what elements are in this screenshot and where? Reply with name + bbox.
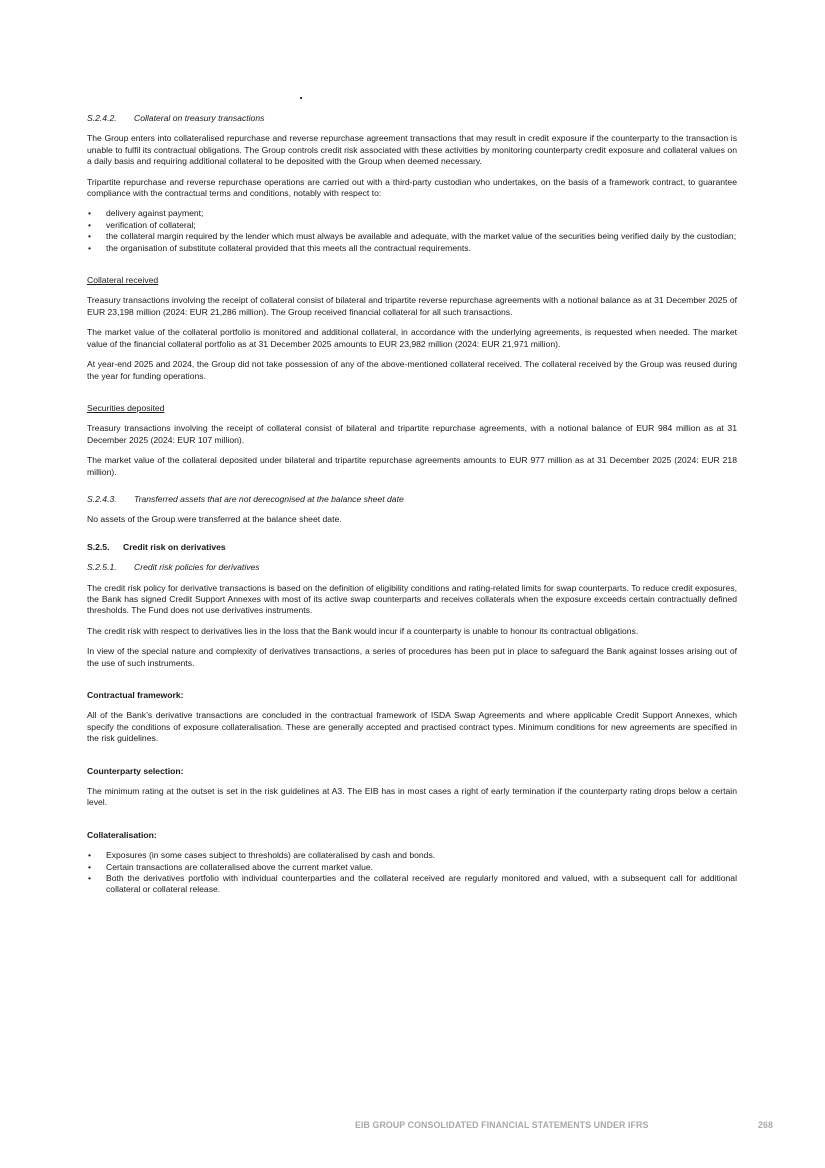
paragraph: The Group enters into collateralised repurchase and reverse repurchase agreement transactions that may result in credit exposure if the counterparty to the transaction is unable to fulfil its contractual obligations. The Group controls credit risk associated with these activities by monitoring counterparty credit exposure and collateral values on a daily basis and requiring additional collateral to be deposited with the Group when deemed necessary.: [87, 133, 737, 167]
list-item: • Exposures (in some cases subject to thresholds) are collateralised by cash and bonds.: [87, 850, 737, 861]
paragraph: No assets of the Group were transferred at the balance sheet date.: [87, 514, 342, 525]
page-footer: [355, 1120, 775, 1130]
section-title: Credit risk policies for derivatives: [134, 562, 260, 573]
paragraph: The market value of the collateral portfolio is monitored and additional collateral, in accordance with the underlying agreements, is requested when needed. The market value of the financial collateral portfolio as at 31 December 2025 amounts to EUR 23,982 million (2024: EUR 21,971 million).: [87, 327, 737, 349]
list-item: • verification of collateral;: [87, 220, 737, 231]
subheading-collateralisation: Collateralisation:: [87, 829, 157, 840]
paragraph: At year-end 2025 and 2024, the Group did not take possession of any of the above-mentioned collateral received. The collateral received by the Group was reused during the year for funding operations.: [87, 359, 737, 381]
section-heading-s251: [87, 562, 737, 573]
paragraph: The credit risk with respect to derivatives lies in the loss that the Bank would incur if a counterparty is unable to honour its contractual obligations.: [87, 625, 639, 636]
paragraph: All of the Bank’s derivative transactions are concluded in the contractual framework of ISDA Swap Agreements and where applicable Credit Support Annexes, which specify the conditions of exposure collateralisation. These are generally accepted and practised contract types. Minimum conditions for new agreements are specified in the risk guidelines.: [87, 710, 737, 744]
list-item: • delivery against payment;: [87, 208, 737, 219]
paragraph: The market value of the collateral deposited under bilateral and tripartite repurchase agreements amounts to EUR 977 million as at 31 December 2025 (2024: EUR 218 million).: [87, 455, 737, 477]
section-title: Credit risk on derivatives: [123, 541, 226, 552]
page-mark: [300, 97, 302, 99]
list-item: • the organisation of substitute collateral provided that this meets all the contractual requirements.: [87, 243, 737, 254]
list-item: • the collateral margin required by the lender which must always be available and adequate, with the market value of the securities being verified daily by the custodian;: [87, 231, 737, 242]
paragraph: In view of the special nature and complexity of derivatives transactions, a series of procedures has been put in place to safeguard the Bank against losses arising out of the use of such instruments.: [87, 646, 737, 668]
paragraph: Tripartite repurchase and reverse repurchase operations are carried out with a third-party custodian who undertakes, on the basis of a framework contract, to guarantee compliance with the contractual terms and conditions, notably with respect to:: [87, 176, 737, 199]
list-item: • Certain transactions are collateralised above the current market value.: [87, 862, 737, 873]
section-number: S.2.5.1.: [87, 562, 117, 573]
page-number: 268: [758, 1120, 773, 1130]
section-title: Collateral on treasury transactions: [134, 113, 265, 123]
bullet-list: [87, 850, 737, 896]
section-heading-s243: [87, 494, 737, 505]
section-heading-s242: [87, 113, 737, 124]
list-item: • Both the derivatives portfolio with individual counterparties and the collateral received are regularly monitored and valued, with a subsequent call for additional collateral or collateral release.: [87, 873, 737, 896]
bullet-list: [87, 208, 737, 254]
section-number: S.2.5.: [87, 541, 110, 552]
document-body: [87, 113, 737, 896]
subheading-collateral-received: Collateral received: [87, 275, 159, 286]
subheading-counterparty-selection: Counterparty selection:: [87, 765, 184, 776]
footer-title: EIB GROUP CONSOLIDATED FINANCIAL STATEMENTS UNDER IFRS: [355, 1120, 649, 1130]
section-number: S.2.4.3.: [87, 493, 117, 504]
section-heading-s25: [87, 542, 737, 553]
paragraph: Treasury transactions involving the receipt of collateral consist of bilateral and tripartite repurchase agreements, with a notional balance of EUR 984 million as at 31 December 2025 (2024: EUR 107 million).: [87, 423, 737, 445]
section-title: Transferred assets that are not derecognised at the balance sheet date: [134, 493, 404, 504]
paragraph: The credit risk policy for derivative transactions is based on the definition of eligibility conditions and rating-related limits for swap counterparts. To reduce credit exposures, the Bank has signed Credit Support Annexes with most of its active swap counterparts and receives collaterals when the exposure exceeds certain contractually defined thresholds. The Fund does not use derivatives instruments.: [87, 582, 737, 616]
paragraph: Treasury transactions involving the receipt of collateral consist of bilateral and tripartite reverse repurchase agreements with a notional balance as at 31 December 2025 of EUR 23,198 million (2024: EUR 21,286 million). The Group received financial collateral for all such transactions.: [87, 295, 737, 317]
subheading-securities-deposited: Securities deposited: [87, 402, 165, 413]
paragraph: The minimum rating at the outset is set in the risk guidelines at A3. The EIB has in most cases a right of early termination if the counterparty rating drops below a certain level.: [87, 786, 737, 808]
section-number: S.2.4.2.: [87, 113, 117, 123]
subheading-contractual-framework: Contractual framework:: [87, 690, 184, 700]
